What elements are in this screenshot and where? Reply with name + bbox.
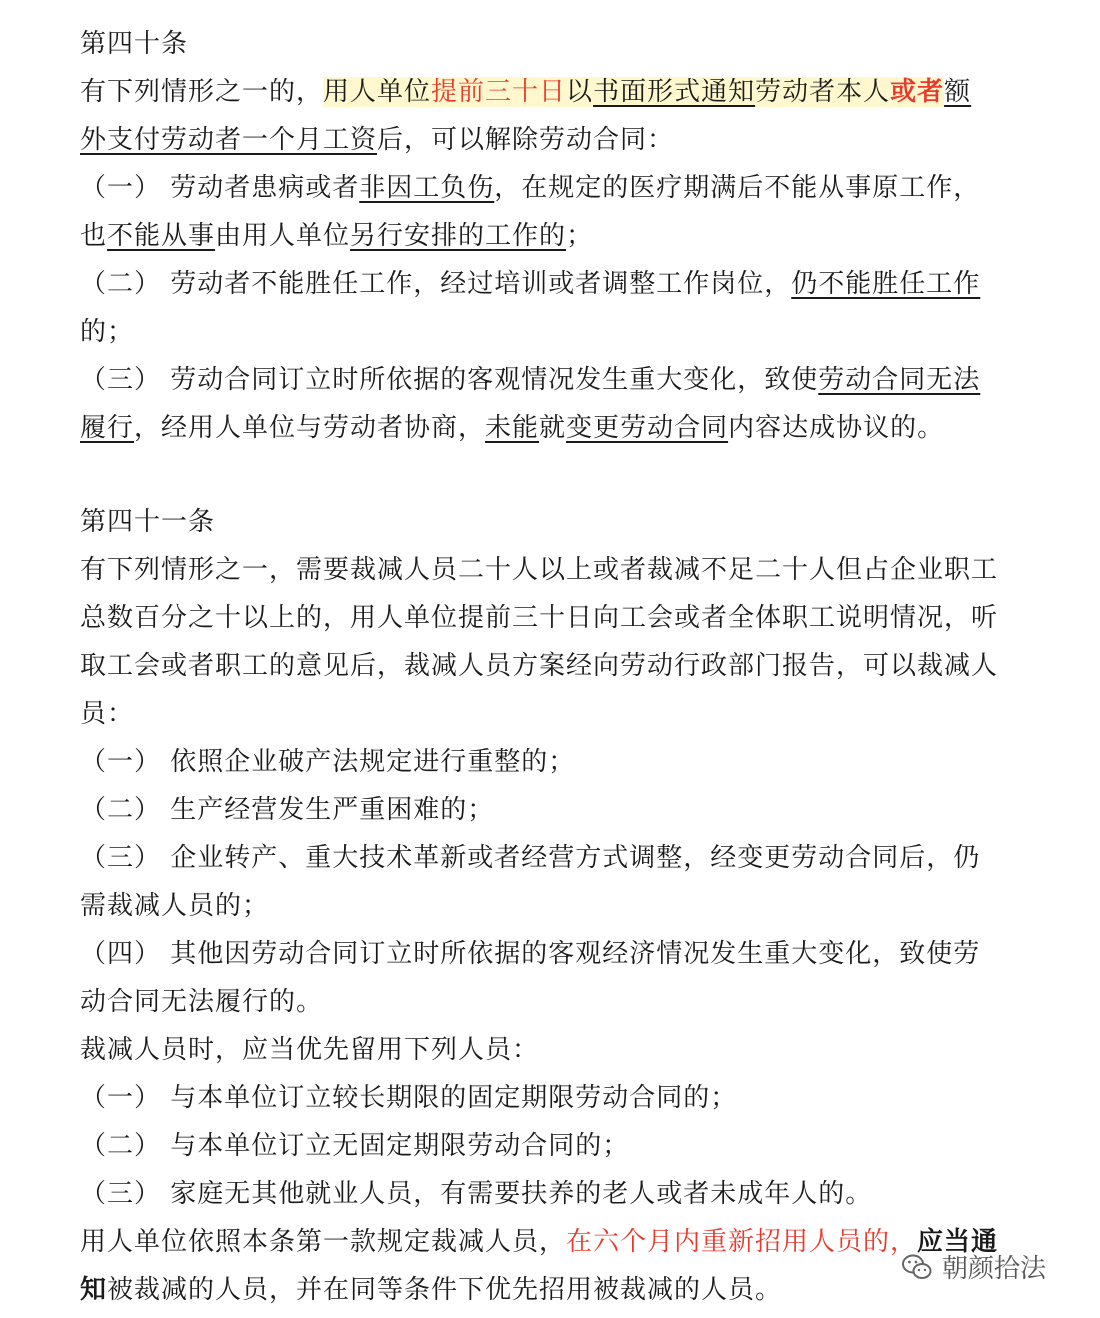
article-41-para-line: 取工会或者职工的意见后，裁减人员方案经向劳动行政部门报告，可以裁减人 bbox=[80, 651, 999, 681]
section-gap bbox=[80, 452, 1050, 498]
article-41-para-line: 员： bbox=[80, 699, 135, 729]
article-41-keep-heading: 裁减人员时，应当优先留用下列人员： bbox=[80, 1035, 540, 1065]
article-41-last-para-cont: 知被裁减的人员，并在同等条件下优先招用被裁减的人员。 bbox=[80, 1275, 783, 1305]
article-41-para-line: 总数百分之十以上的，用人单位提前三十日向工会或者全体职工说明情况，听 bbox=[80, 603, 999, 633]
article-41-item-3: （三） 企业转产、重大技术革新或者经营方式调整，经变更劳动合同后，仍 bbox=[80, 843, 981, 873]
article-40-item-2-cont: 的； bbox=[80, 317, 135, 347]
article-41-item-4-cont: 动合同无法履行的。 bbox=[80, 987, 324, 1017]
article-40-item-1: （一） 劳动者患病或者非因工负伤，在规定的医疗期满后不能从事原工作， bbox=[80, 173, 981, 203]
article-40-item-3-cont: 履行，经用人单位与劳动者协商，未能就变更劳动合同内容达成协议的。 bbox=[80, 413, 945, 443]
article-41-para-line: 有下列情形之一，需要裁减人员二十人以上或者裁减不足二十人但占企业职工 bbox=[80, 555, 999, 585]
watermark bbox=[900, 1248, 1046, 1285]
watermark-text: 朝颜拾法 bbox=[942, 1254, 1047, 1284]
article-40-item-1-cont: 也不能从事由用人单位另行安排的工作的； bbox=[80, 221, 594, 251]
article-41-keep-item-3: （三） 家庭无其他就业人员，有需要扶养的老人或者未成年人的。 bbox=[80, 1179, 873, 1209]
article-40-item-3: （三） 劳动合同订立时所依据的客观情况发生重大变化，致使劳动合同无法 bbox=[80, 365, 981, 395]
article-40-title: 第四十条 bbox=[80, 29, 189, 59]
article-41-item-1: （一） 依照企业破产法规定进行重整的； bbox=[80, 747, 576, 777]
wechat-icon bbox=[900, 1250, 934, 1284]
article-41-item-4: （四） 其他因劳动合同订立时所依据的客观经济情况发生重大变化，致使劳 bbox=[80, 939, 981, 969]
article-40-intro: 有下列情形之一的，用人单位提前三十日以书面形式通知劳动者本人或者额 bbox=[80, 77, 972, 107]
article-41-title: 第四十一条 bbox=[80, 507, 216, 537]
article-40-item-2: （二） 劳动者不能胜任工作，经过培训或者调整工作岗位，仍不能胜任工作 bbox=[80, 269, 981, 299]
article-41-last-para: 用人单位依照本条第一款规定裁减人员，在六个月内重新招用人员的，应当通 bbox=[80, 1227, 999, 1257]
article-41-keep-item-1: （一） 与本单位订立较长期限的固定期限劳动合同的； bbox=[80, 1083, 738, 1113]
document-body bbox=[80, 20, 1050, 1314]
article-41-item-3-cont: 需裁减人员的； bbox=[80, 891, 270, 921]
article-41-item-2: （二） 生产经营发生严重困难的； bbox=[80, 795, 495, 825]
article-41-keep-item-2: （二） 与本单位订立无固定期限劳动合同的； bbox=[80, 1131, 630, 1161]
article-40-intro-cont: 外支付劳动者一个月工资后，可以解除劳动合同： bbox=[80, 125, 675, 155]
